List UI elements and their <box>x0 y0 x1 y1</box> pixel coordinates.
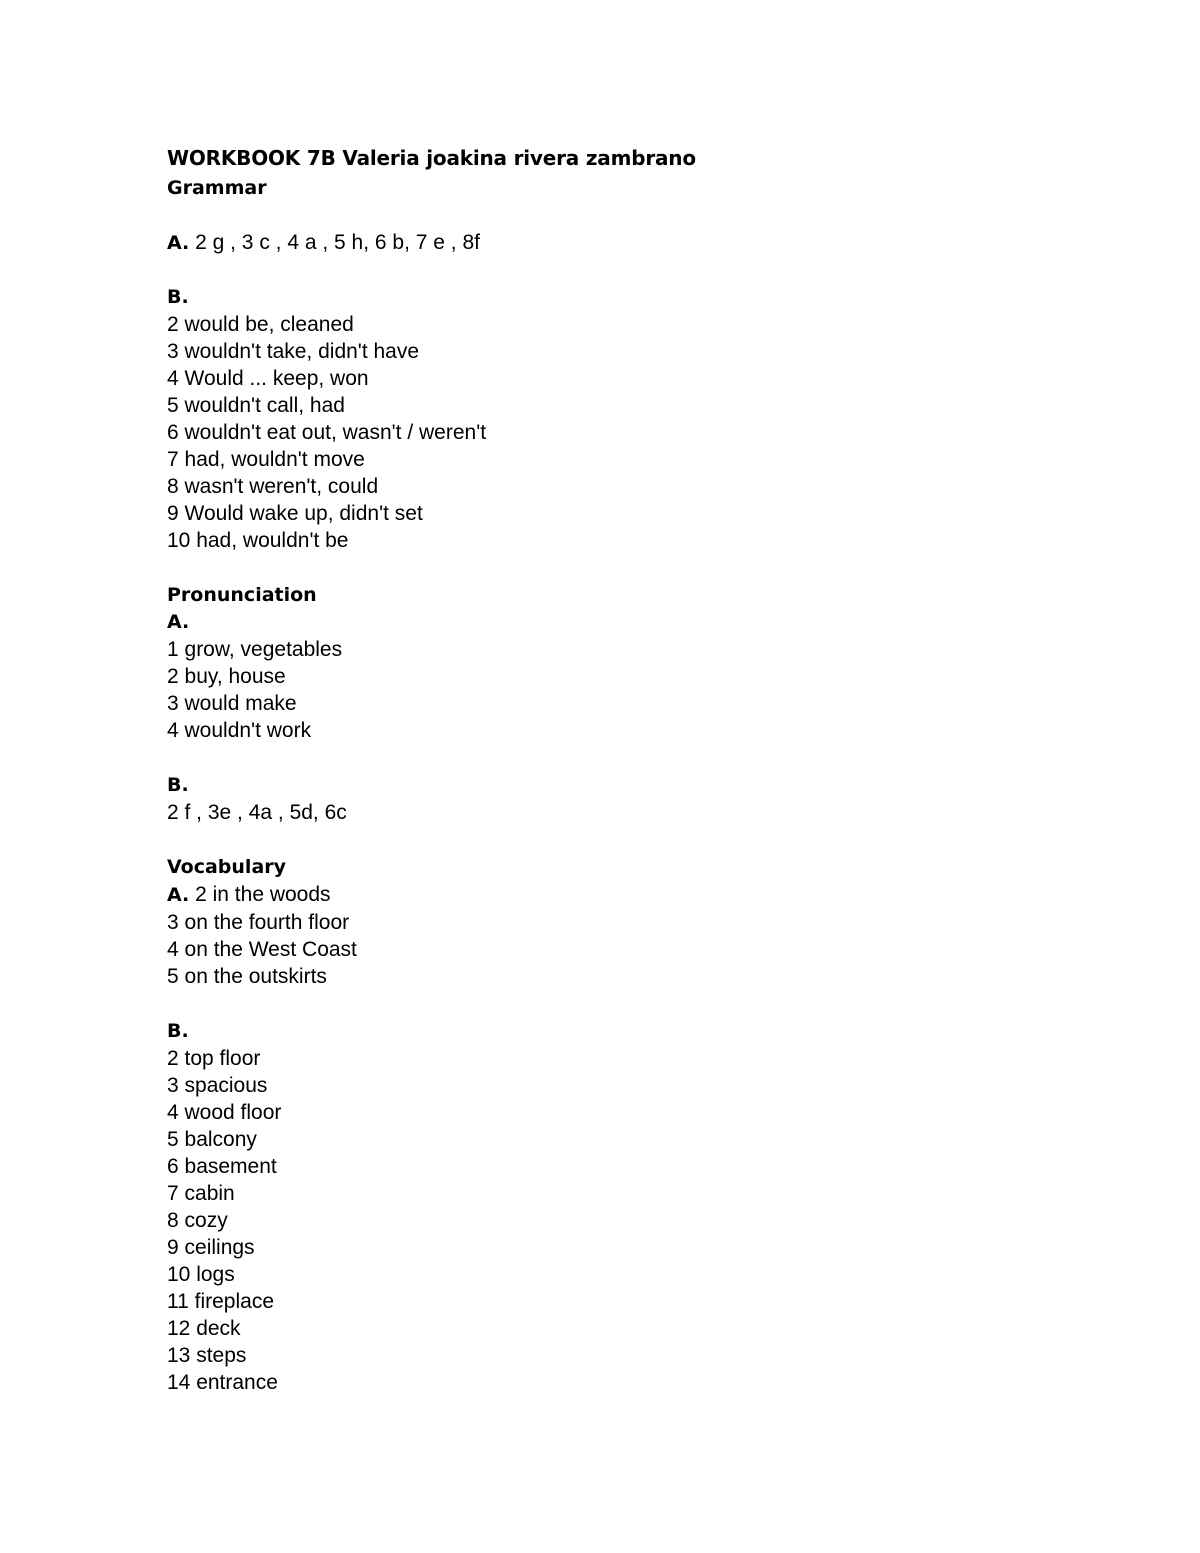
list-item: 3 on the fourth floor <box>167 911 350 934</box>
list-item: 2 buy, house <box>167 665 286 688</box>
pronunciation-a-label: A. <box>167 611 190 633</box>
list-item: 5 balcony <box>167 1128 257 1151</box>
list-item: 4 wouldn't work <box>167 719 312 742</box>
spacer <box>167 554 1067 582</box>
grammar-heading: Grammar <box>167 177 267 199</box>
spacer <box>167 202 1067 229</box>
list-item: 4 Would ... keep, won <box>167 367 369 390</box>
list-item: 14 entrance <box>167 1371 278 1394</box>
list-item: 9 ceilings <box>167 1236 255 1259</box>
vocabulary-a-list <box>167 909 1067 990</box>
list-item: 13 steps <box>167 1344 247 1367</box>
pronunciation-a-list <box>167 636 1067 744</box>
list-item: 12 deck <box>167 1317 241 1340</box>
list-item: 4 on the West Coast <box>167 938 357 961</box>
list-item: 3 spacious <box>167 1074 268 1097</box>
list-item: 6 basement <box>167 1155 277 1178</box>
pronunciation-heading: Pronunciation <box>167 584 317 606</box>
vocabulary-b-list <box>167 1045 1067 1396</box>
grammar-a-answers: 2 g , 3 c , 4 a , 5 h, 6 b, 7 e , 8f <box>189 231 480 254</box>
list-item: 5 wouldn't call, had <box>167 394 345 417</box>
vocabulary-heading: Vocabulary <box>167 856 287 878</box>
pronunciation-b-label: B. <box>167 774 189 796</box>
document-page <box>167 142 1067 1396</box>
list-item: 7 cabin <box>167 1182 235 1205</box>
pronunciation-b-answers: 2 f , 3e , 4a , 5d, 6c <box>167 801 347 824</box>
grammar-a-line <box>167 229 1067 257</box>
list-item: 2 top floor <box>167 1047 261 1070</box>
list-item: 8 wasn't weren't, could <box>167 475 379 498</box>
vocabulary-a-line <box>167 881 1067 909</box>
vocabulary-a-first: 2 in the woods <box>189 883 331 906</box>
list-item: 3 wouldn't take, didn't have <box>167 340 420 363</box>
list-item: 3 would make <box>167 692 297 715</box>
document-title: WORKBOOK 7B Valeria joakina rivera zambrano <box>167 146 696 170</box>
vocabulary-a-label: A. <box>167 884 190 906</box>
list-item: 7 had, wouldn't move <box>167 448 365 471</box>
list-item: 2 would be, cleaned <box>167 313 354 336</box>
list-item: 10 logs <box>167 1263 235 1286</box>
list-item: 11 fireplace <box>167 1290 275 1313</box>
spacer <box>167 990 1067 1018</box>
list-item: 5 on the outskirts <box>167 965 327 988</box>
list-item: 4 wood floor <box>167 1101 282 1124</box>
grammar-b-label: B. <box>167 286 189 308</box>
spacer <box>167 744 1067 772</box>
list-item: 9 Would wake up, didn't set <box>167 502 423 525</box>
list-item: 8 cozy <box>167 1209 228 1232</box>
spacer <box>167 826 1067 854</box>
list-item: 1 grow, vegetables <box>167 638 343 661</box>
grammar-a-label: A. <box>167 232 190 254</box>
vocabulary-b-label: B. <box>167 1020 189 1042</box>
list-item: 10 had, wouldn't be <box>167 529 349 552</box>
list-item: 6 wouldn't eat out, wasn't / weren't <box>167 421 487 444</box>
spacer <box>167 257 1067 284</box>
grammar-b-list <box>167 311 1067 554</box>
